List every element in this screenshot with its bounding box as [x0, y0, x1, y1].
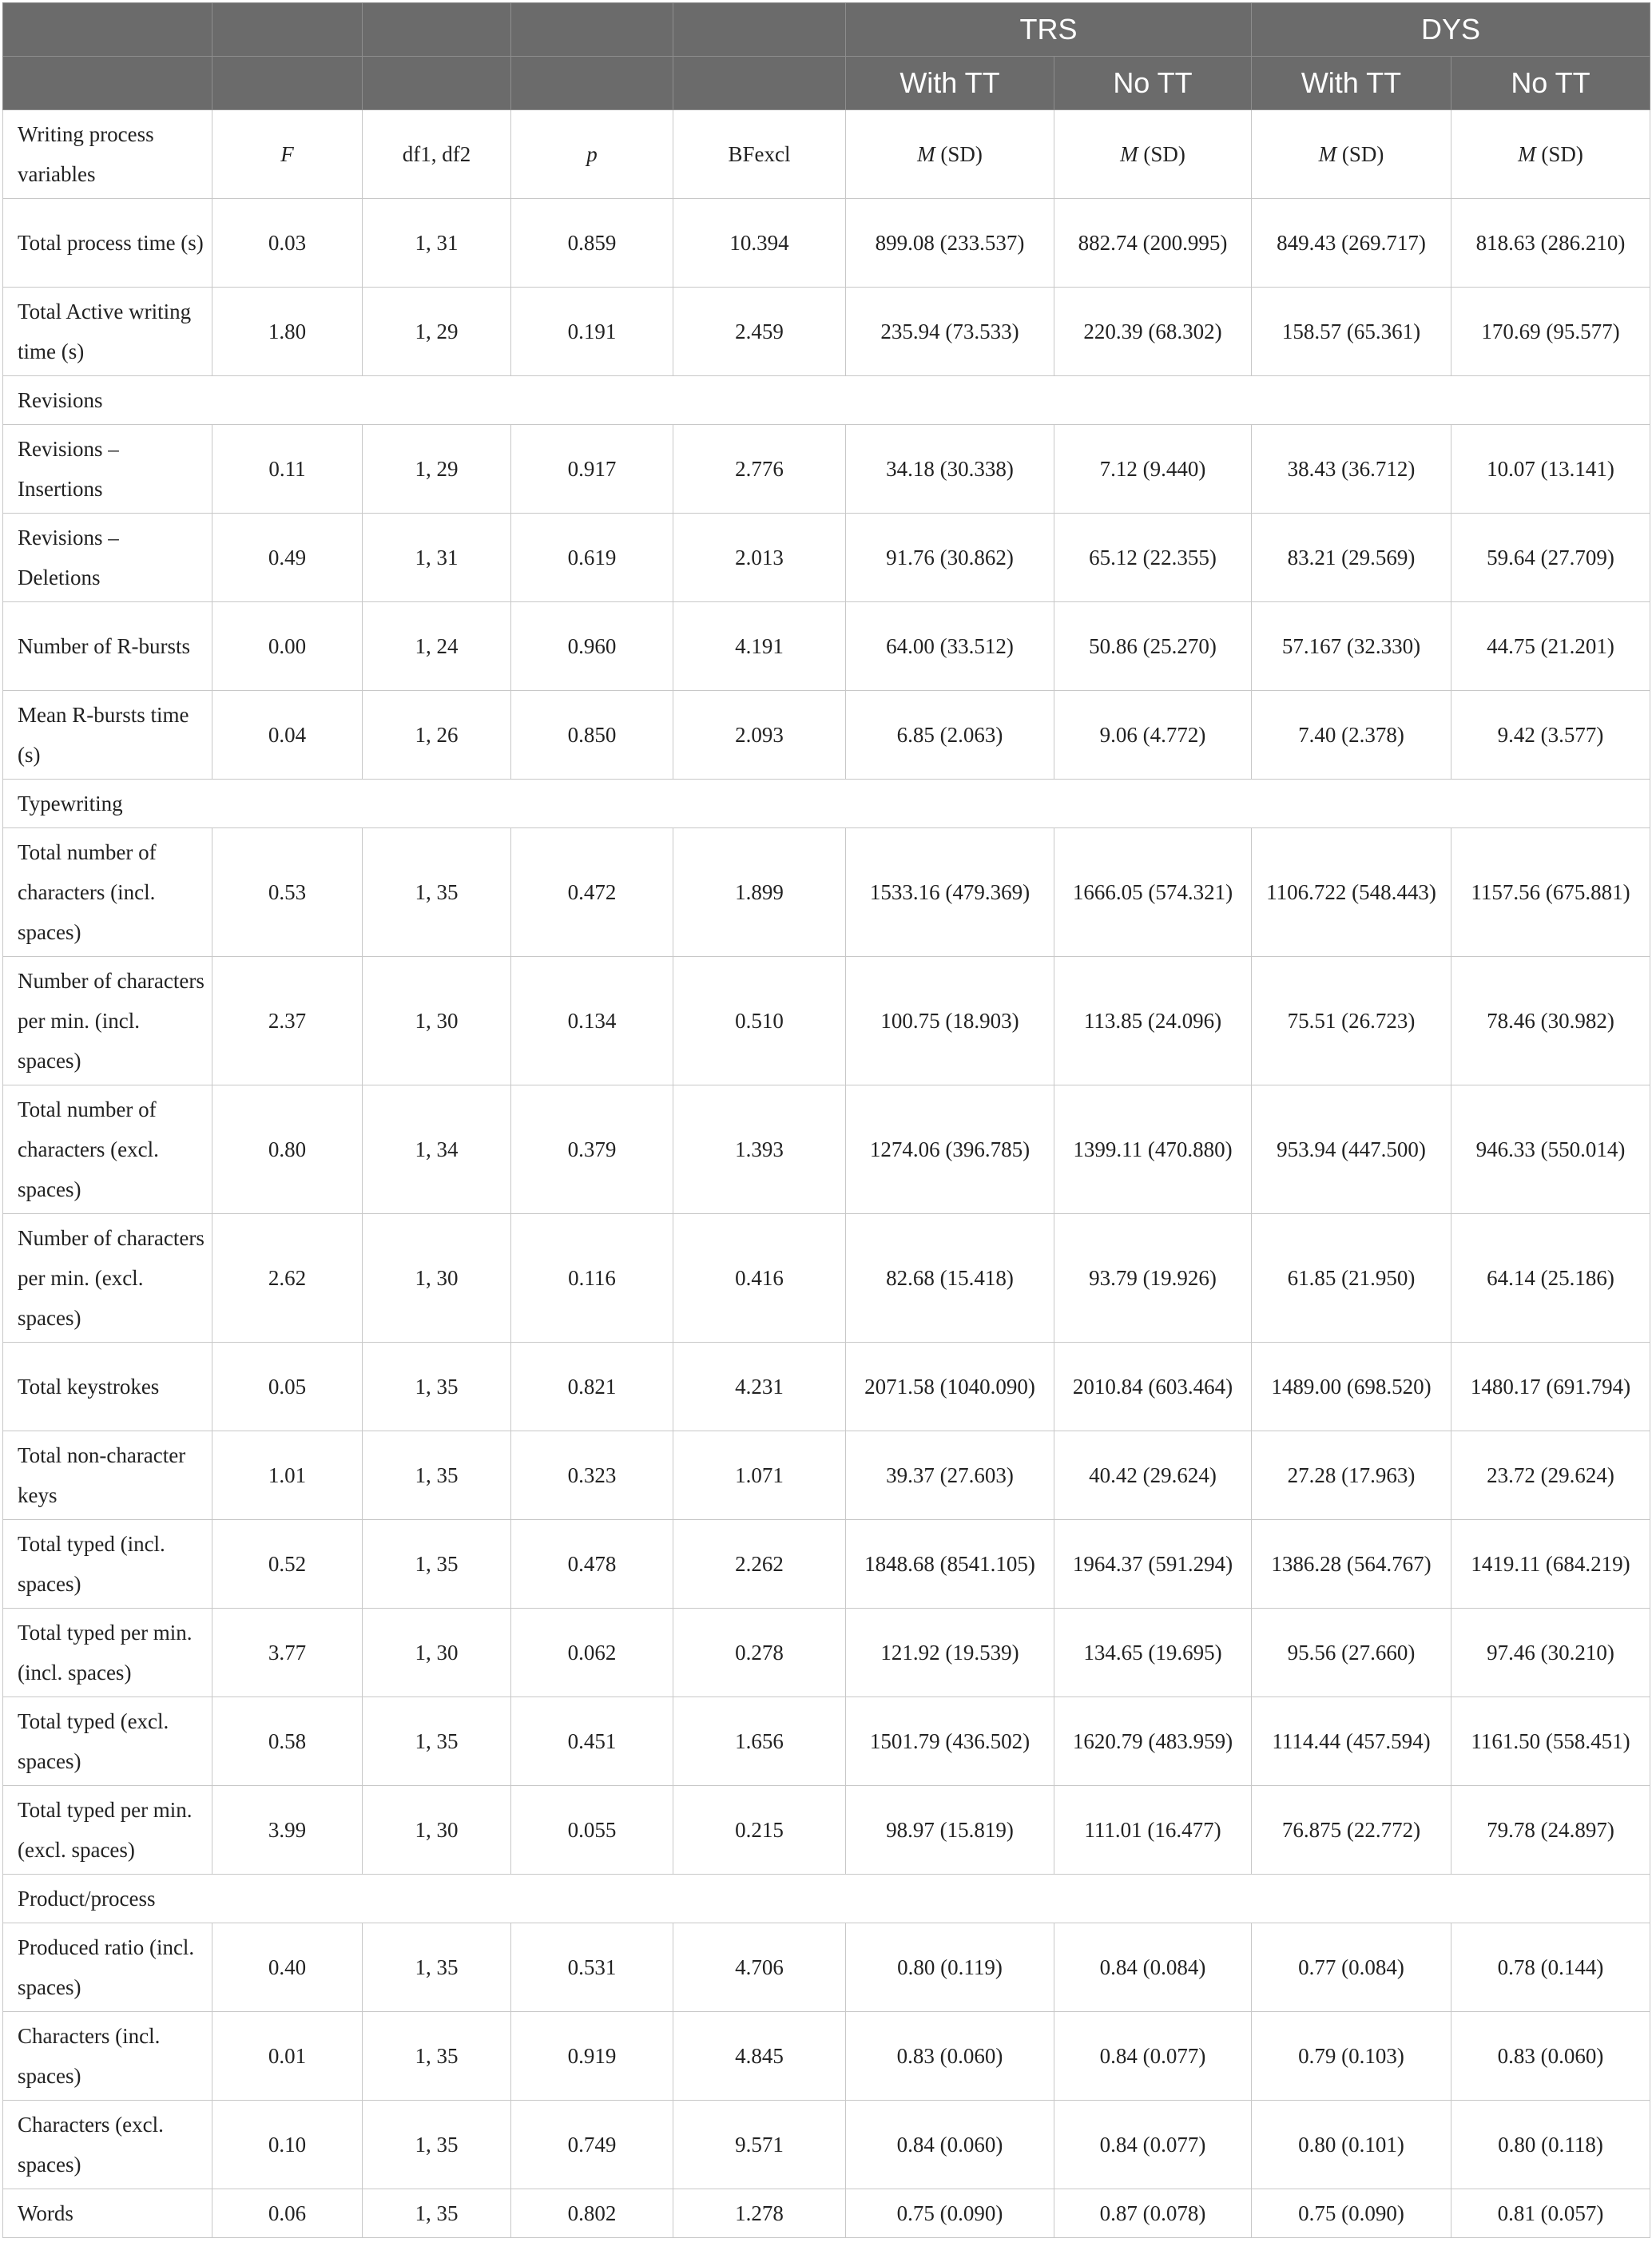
trs-with-tt-cell: 1274.06 (396.785) [846, 1085, 1054, 1214]
table-body [3, 110, 1650, 2238]
df-cell: 1, 35 [363, 1520, 511, 1609]
dys-no-tt-cell: 0.80 (0.118) [1451, 2101, 1650, 2189]
bf-cell: 0.510 [673, 957, 846, 1085]
column-label-msd: M (SD) [1252, 110, 1451, 199]
p-cell: 0.451 [511, 1697, 673, 1786]
dys-no-tt-cell: 0.83 (0.060) [1451, 2012, 1650, 2101]
trs-with-tt-cell: 0.80 (0.119) [846, 1923, 1054, 2012]
df-cell: 1, 29 [363, 288, 511, 376]
dys-no-tt-cell: 78.46 (30.982) [1451, 957, 1650, 1085]
f-cell: 1.80 [212, 288, 363, 376]
column-label-msd: M (SD) [1054, 110, 1252, 199]
group-header-trs: TRS [846, 3, 1252, 57]
bf-cell: 2.262 [673, 1520, 846, 1609]
p-cell: 0.379 [511, 1085, 673, 1214]
dys-with-tt-cell: 27.28 (17.963) [1252, 1431, 1451, 1520]
variable-cell: Total typed (incl. spaces) [3, 1520, 212, 1609]
table-row [3, 2012, 1650, 2101]
f-cell: 0.80 [212, 1085, 363, 1214]
f-cell: 0.11 [212, 425, 363, 514]
variable-cell: Words [3, 2189, 212, 2238]
trs-with-tt-cell: 98.97 (15.819) [846, 1786, 1054, 1875]
trs-no-tt-cell: 7.12 (9.440) [1054, 425, 1252, 514]
p-cell: 0.917 [511, 425, 673, 514]
f-cell: 0.40 [212, 1923, 363, 2012]
table-row [3, 957, 1650, 1085]
df-cell: 1, 29 [363, 425, 511, 514]
dys-no-tt-cell: 64.14 (25.186) [1451, 1214, 1650, 1343]
trs-with-tt-cell: 0.75 (0.090) [846, 2189, 1054, 2238]
dys-with-tt-cell: 0.77 (0.084) [1252, 1923, 1451, 2012]
f-cell: 0.00 [212, 602, 363, 691]
df-cell: 1, 31 [363, 514, 511, 602]
trs-no-tt-cell: 0.84 (0.077) [1054, 2012, 1252, 2101]
p-cell: 0.919 [511, 2012, 673, 2101]
dys-no-tt-cell: 44.75 (21.201) [1451, 602, 1650, 691]
header-blank [363, 3, 511, 57]
header-blank [673, 3, 846, 57]
trs-with-tt-cell: 899.08 (233.537) [846, 199, 1054, 288]
table-row [3, 1431, 1650, 1520]
bf-cell: 1.393 [673, 1085, 846, 1214]
dys-no-tt-cell: 170.69 (95.577) [1451, 288, 1650, 376]
column-label-row [3, 110, 1650, 199]
column-label-variable: Writing process variables [3, 110, 212, 199]
df-cell: 1, 30 [363, 1609, 511, 1697]
f-cell: 3.77 [212, 1609, 363, 1697]
table-row [3, 1697, 1650, 1786]
trs-with-tt-cell: 2071.58 (1040.090) [846, 1343, 1054, 1431]
variable-cell: Revisions – Insertions [3, 425, 212, 514]
dys-no-tt-cell: 9.42 (3.577) [1451, 691, 1650, 780]
df-cell: 1, 30 [363, 1786, 511, 1875]
bf-cell: 4.191 [673, 602, 846, 691]
variable-cell: Number of characters per min. (excl. spaces) [3, 1214, 212, 1343]
trs-no-tt-cell: 40.42 (29.624) [1054, 1431, 1252, 1520]
trs-no-tt-cell: 1399.11 (470.880) [1054, 1085, 1252, 1214]
dys-no-tt-cell: 97.46 (30.210) [1451, 1609, 1650, 1697]
dys-with-tt-cell: 1489.00 (698.520) [1252, 1343, 1451, 1431]
dys-no-tt-cell: 59.64 (27.709) [1451, 514, 1650, 602]
dys-with-tt-cell: 95.56 (27.660) [1252, 1609, 1451, 1697]
trs-no-tt-cell: 0.87 (0.078) [1054, 2189, 1252, 2238]
dys-with-tt-cell: 75.51 (26.723) [1252, 957, 1451, 1085]
variable-cell: Total typed per min. (excl. spaces) [3, 1786, 212, 1875]
dys-no-tt-cell: 946.33 (550.014) [1451, 1085, 1650, 1214]
f-cell: 0.01 [212, 2012, 363, 2101]
trs-with-tt-cell: 39.37 (27.603) [846, 1431, 1054, 1520]
trs-no-tt-cell: 65.12 (22.355) [1054, 514, 1252, 602]
trs-no-tt-cell: 220.39 (68.302) [1054, 288, 1252, 376]
p-cell: 0.116 [511, 1214, 673, 1343]
table-row [3, 199, 1650, 288]
dys-with-tt-cell: 76.875 (22.772) [1252, 1786, 1451, 1875]
trs-with-tt-cell: 235.94 (73.533) [846, 288, 1054, 376]
bf-cell: 4.845 [673, 2012, 846, 2101]
dys-no-tt-cell: 10.07 (13.141) [1451, 425, 1650, 514]
bf-cell: 0.215 [673, 1786, 846, 1875]
p-cell: 0.323 [511, 1431, 673, 1520]
column-label-msd: M (SD) [1451, 110, 1650, 199]
variable-cell: Total keystrokes [3, 1343, 212, 1431]
subgroup-header: No TT [1054, 57, 1252, 110]
dys-with-tt-cell: 61.85 (21.950) [1252, 1214, 1451, 1343]
bf-cell: 10.394 [673, 199, 846, 288]
column-label-f: F [212, 110, 363, 199]
trs-with-tt-cell: 64.00 (33.512) [846, 602, 1054, 691]
variable-cell: Number of characters per min. (incl. spaces) [3, 957, 212, 1085]
trs-no-tt-cell: 9.06 (4.772) [1054, 691, 1252, 780]
dys-no-tt-cell: 1161.50 (558.451) [1451, 1697, 1650, 1786]
column-label-bf: BFexcl [673, 110, 846, 199]
bf-cell: 4.706 [673, 1923, 846, 2012]
results-table [2, 2, 1650, 2238]
trs-with-tt-cell: 1501.79 (436.502) [846, 1697, 1054, 1786]
column-label-df: df1, df2 [363, 110, 511, 199]
p-cell: 0.134 [511, 957, 673, 1085]
dys-with-tt-cell: 0.79 (0.103) [1252, 2012, 1451, 2101]
df-cell: 1, 35 [363, 1431, 511, 1520]
dys-with-tt-cell: 953.94 (447.500) [1252, 1085, 1451, 1214]
bf-cell: 0.416 [673, 1214, 846, 1343]
df-cell: 1, 35 [363, 1923, 511, 2012]
table-row [3, 1085, 1650, 1214]
subgroup-header: With TT [1252, 57, 1451, 110]
dys-with-tt-cell: 1106.722 (548.443) [1252, 828, 1451, 957]
bf-cell: 0.278 [673, 1609, 846, 1697]
table-row [3, 1520, 1650, 1609]
p-cell: 0.859 [511, 199, 673, 288]
section-label: Product/process [3, 1875, 1650, 1923]
header-blank [673, 57, 846, 110]
trs-no-tt-cell: 0.84 (0.084) [1054, 1923, 1252, 2012]
subgroup-header: No TT [1451, 57, 1650, 110]
table-header [3, 3, 1650, 110]
column-label-p: p [511, 110, 673, 199]
header-blank [212, 57, 363, 110]
trs-no-tt-cell: 111.01 (16.477) [1054, 1786, 1252, 1875]
p-cell: 0.619 [511, 514, 673, 602]
dys-no-tt-cell: 818.63 (286.210) [1451, 199, 1650, 288]
f-cell: 0.52 [212, 1520, 363, 1609]
header-blank [3, 57, 212, 110]
table-row [3, 288, 1650, 376]
bf-cell: 2.459 [673, 288, 846, 376]
f-cell: 0.03 [212, 199, 363, 288]
table-row [3, 1343, 1650, 1431]
dys-no-tt-cell: 1157.56 (675.881) [1451, 828, 1650, 957]
trs-no-tt-cell: 882.74 (200.995) [1054, 199, 1252, 288]
f-cell: 0.49 [212, 514, 363, 602]
df-cell: 1, 34 [363, 1085, 511, 1214]
dys-with-tt-cell: 38.43 (36.712) [1252, 425, 1451, 514]
p-cell: 0.960 [511, 602, 673, 691]
dys-with-tt-cell: 83.21 (29.569) [1252, 514, 1451, 602]
bf-cell: 1.278 [673, 2189, 846, 2238]
p-cell: 0.055 [511, 1786, 673, 1875]
f-cell: 0.06 [212, 2189, 363, 2238]
f-cell: 0.58 [212, 1697, 363, 1786]
table-row [3, 602, 1650, 691]
p-cell: 0.062 [511, 1609, 673, 1697]
table-row [3, 2189, 1650, 2238]
df-cell: 1, 35 [363, 1697, 511, 1786]
p-cell: 0.472 [511, 828, 673, 957]
trs-with-tt-cell: 82.68 (15.418) [846, 1214, 1054, 1343]
p-cell: 0.821 [511, 1343, 673, 1431]
table-row [3, 828, 1650, 957]
variable-cell: Mean R-bursts time (s) [3, 691, 212, 780]
bf-cell: 1.071 [673, 1431, 846, 1520]
section-label: Revisions [3, 376, 1650, 425]
df-cell: 1, 35 [363, 2189, 511, 2238]
bf-cell: 2.093 [673, 691, 846, 780]
subgroup-header: With TT [846, 57, 1054, 110]
dys-with-tt-cell: 1386.28 (564.767) [1252, 1520, 1451, 1609]
column-label-msd: M (SD) [846, 110, 1054, 199]
table-row [3, 514, 1650, 602]
trs-no-tt-cell: 0.84 (0.077) [1054, 2101, 1252, 2189]
trs-with-tt-cell: 91.76 (30.862) [846, 514, 1054, 602]
f-cell: 2.62 [212, 1214, 363, 1343]
p-cell: 0.802 [511, 2189, 673, 2238]
header-blank [3, 3, 212, 57]
f-cell: 1.01 [212, 1431, 363, 1520]
trs-no-tt-cell: 93.79 (19.926) [1054, 1214, 1252, 1343]
df-cell: 1, 31 [363, 199, 511, 288]
dys-no-tt-cell: 1480.17 (691.794) [1451, 1343, 1650, 1431]
p-cell: 0.531 [511, 1923, 673, 2012]
variable-cell: Total non-character keys [3, 1431, 212, 1520]
dys-with-tt-cell: 57.167 (32.330) [1252, 602, 1451, 691]
dys-with-tt-cell: 0.75 (0.090) [1252, 2189, 1451, 2238]
table-row [3, 1609, 1650, 1697]
header-blank [511, 57, 673, 110]
f-cell: 2.37 [212, 957, 363, 1085]
dys-with-tt-cell: 1114.44 (457.594) [1252, 1697, 1451, 1786]
p-cell: 0.191 [511, 288, 673, 376]
df-cell: 1, 35 [363, 2101, 511, 2189]
variable-cell: Total Active writing time (s) [3, 288, 212, 376]
table-row [3, 1923, 1650, 2012]
dys-with-tt-cell: 158.57 (65.361) [1252, 288, 1451, 376]
bf-cell: 9.571 [673, 2101, 846, 2189]
f-cell: 0.53 [212, 828, 363, 957]
bf-cell: 1.899 [673, 828, 846, 957]
df-cell: 1, 26 [363, 691, 511, 780]
df-cell: 1, 24 [363, 602, 511, 691]
dys-no-tt-cell: 1419.11 (684.219) [1451, 1520, 1650, 1609]
dys-with-tt-cell: 849.43 (269.717) [1252, 199, 1451, 288]
variable-cell: Produced ratio (incl. spaces) [3, 1923, 212, 2012]
trs-with-tt-cell: 0.83 (0.060) [846, 2012, 1054, 2101]
trs-with-tt-cell: 1533.16 (479.369) [846, 828, 1054, 957]
header-blank [511, 3, 673, 57]
variable-cell: Characters (excl. spaces) [3, 2101, 212, 2189]
section-row [3, 780, 1650, 828]
f-cell: 3.99 [212, 1786, 363, 1875]
bf-cell: 2.013 [673, 514, 846, 602]
trs-no-tt-cell: 134.65 (19.695) [1054, 1609, 1252, 1697]
group-header-dys: DYS [1252, 3, 1650, 57]
df-cell: 1, 35 [363, 2012, 511, 2101]
p-cell: 0.478 [511, 1520, 673, 1609]
trs-with-tt-cell: 34.18 (30.338) [846, 425, 1054, 514]
dys-with-tt-cell: 0.80 (0.101) [1252, 2101, 1451, 2189]
f-cell: 0.04 [212, 691, 363, 780]
section-row [3, 376, 1650, 425]
variable-cell: Number of R-bursts [3, 602, 212, 691]
bf-cell: 2.776 [673, 425, 846, 514]
trs-with-tt-cell: 100.75 (18.903) [846, 957, 1054, 1085]
header-blank [212, 3, 363, 57]
dys-with-tt-cell: 7.40 (2.378) [1252, 691, 1451, 780]
f-cell: 0.10 [212, 2101, 363, 2189]
table-row [3, 2101, 1650, 2189]
p-cell: 0.749 [511, 2101, 673, 2189]
table-row [3, 425, 1650, 514]
bf-cell: 1.656 [673, 1697, 846, 1786]
table-row [3, 691, 1650, 780]
df-cell: 1, 30 [363, 957, 511, 1085]
p-cell: 0.850 [511, 691, 673, 780]
section-row [3, 1875, 1650, 1923]
table-row [3, 1786, 1650, 1875]
df-cell: 1, 35 [363, 1343, 511, 1431]
trs-no-tt-cell: 2010.84 (603.464) [1054, 1343, 1252, 1431]
trs-no-tt-cell: 113.85 (24.096) [1054, 957, 1252, 1085]
dys-no-tt-cell: 23.72 (29.624) [1451, 1431, 1650, 1520]
trs-with-tt-cell: 6.85 (2.063) [846, 691, 1054, 780]
dys-no-tt-cell: 0.81 (0.057) [1451, 2189, 1650, 2238]
bf-cell: 4.231 [673, 1343, 846, 1431]
trs-with-tt-cell: 0.84 (0.060) [846, 2101, 1054, 2189]
trs-with-tt-cell: 121.92 (19.539) [846, 1609, 1054, 1697]
df-cell: 1, 30 [363, 1214, 511, 1343]
dys-no-tt-cell: 0.78 (0.144) [1451, 1923, 1650, 2012]
trs-no-tt-cell: 50.86 (25.270) [1054, 602, 1252, 691]
variable-cell: Total process time (s) [3, 199, 212, 288]
variable-cell: Characters (incl. spaces) [3, 2012, 212, 2101]
table-row [3, 1214, 1650, 1343]
trs-no-tt-cell: 1964.37 (591.294) [1054, 1520, 1252, 1609]
dys-no-tt-cell: 79.78 (24.897) [1451, 1786, 1650, 1875]
variable-cell: Total number of characters (incl. spaces) [3, 828, 212, 957]
variable-cell: Total typed per min. (incl. spaces) [3, 1609, 212, 1697]
section-label: Typewriting [3, 780, 1650, 828]
trs-with-tt-cell: 1848.68 (8541.105) [846, 1520, 1054, 1609]
header-blank [363, 57, 511, 110]
trs-no-tt-cell: 1666.05 (574.321) [1054, 828, 1252, 957]
variable-cell: Total typed (excl. spaces) [3, 1697, 212, 1786]
f-cell: 0.05 [212, 1343, 363, 1431]
variable-cell: Revisions – Deletions [3, 514, 212, 602]
trs-no-tt-cell: 1620.79 (483.959) [1054, 1697, 1252, 1786]
variable-cell: Total number of characters (excl. spaces) [3, 1085, 212, 1214]
df-cell: 1, 35 [363, 828, 511, 957]
